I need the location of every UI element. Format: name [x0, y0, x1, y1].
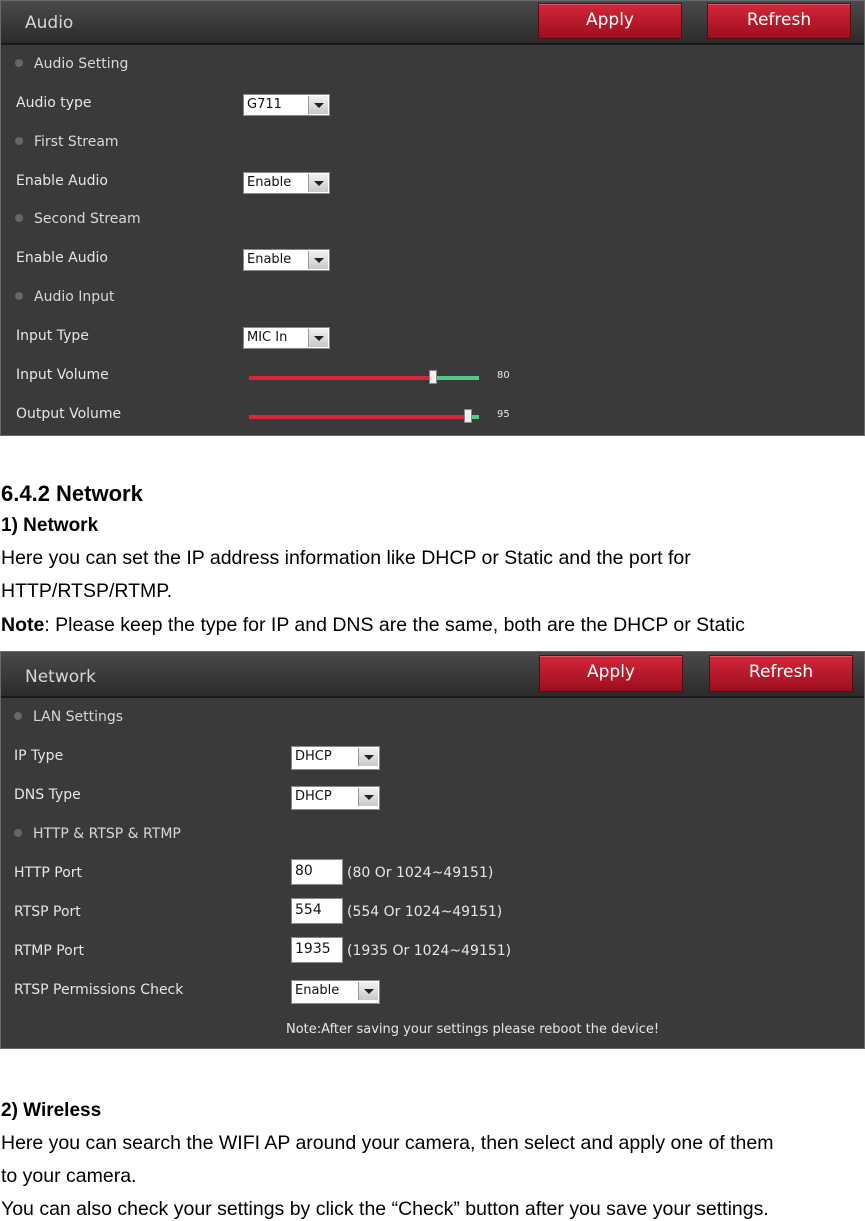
- ip-type-select[interactable]: DHCP: [291, 746, 380, 770]
- rtmp-port-hint: (1935 Or 1024~49151): [347, 943, 512, 959]
- audio-panel-title: Audio: [25, 13, 74, 33]
- chevron-down-icon: [308, 251, 328, 269]
- network-subheading: 1) Network: [1, 515, 99, 536]
- chevron-down-icon: [308, 96, 328, 114]
- output-volume-value: 95: [497, 409, 510, 420]
- section-first-stream: First Stream: [15, 134, 119, 150]
- audio-panel-header: [1, 1, 864, 45]
- rtmp-port-label: RTMP Port: [14, 943, 84, 959]
- bullet-icon: [15, 292, 23, 300]
- audio-panel: [0, 0, 865, 436]
- http-port-input[interactable]: 80: [291, 859, 343, 885]
- note-text: : Please keep the type for IP and DNS are the same, both are the DHCP or Static: [44, 614, 745, 636]
- audio-type-select[interactable]: G711: [243, 94, 330, 116]
- chevron-down-icon: [308, 329, 328, 347]
- dns-type-select[interactable]: DHCP: [291, 786, 380, 810]
- rtsp-port-label: RTSP Port: [14, 904, 81, 920]
- first-enable-audio-label: Enable Audio: [16, 173, 108, 189]
- bullet-icon: [14, 829, 22, 837]
- output-volume-label: Output Volume: [16, 406, 122, 422]
- section-audio-input: Audio Input: [15, 289, 115, 305]
- rtsp-permissions-label: RTSP Permissions Check: [14, 982, 184, 998]
- network-note: [1, 614, 745, 637]
- network-heading: 6.4.2 Network: [1, 481, 143, 506]
- second-enable-audio-label: Enable Audio: [16, 250, 108, 266]
- input-type-label: Input Type: [16, 328, 89, 344]
- slider-track: [433, 376, 479, 380]
- network-refresh-button[interactable]: Refresh: [709, 655, 853, 692]
- slider-handle[interactable]: [464, 409, 472, 423]
- input-volume-slider[interactable]: [249, 376, 479, 380]
- http-port-label: HTTP Port: [14, 865, 83, 881]
- audio-apply-button[interactable]: Apply: [538, 3, 682, 39]
- chevron-down-icon: [358, 982, 378, 1000]
- audio-refresh-button[interactable]: Refresh: [707, 3, 851, 39]
- http-port-hint: (80 Or 1024~49151): [347, 865, 494, 881]
- slider-handle[interactable]: [429, 370, 437, 384]
- rtmp-port-input[interactable]: 1935: [291, 937, 343, 963]
- network-panel-header: [1, 652, 864, 698]
- second-enable-audio-select[interactable]: Enable: [243, 249, 330, 271]
- dns-type-label: DNS Type: [14, 787, 81, 803]
- audio-type-label: Audio type: [16, 95, 92, 111]
- wireless-subheading: 2) Wireless: [1, 1100, 102, 1121]
- rtsp-port-input[interactable]: 554: [291, 898, 343, 924]
- input-volume-value: 80: [497, 370, 510, 381]
- first-enable-audio-select[interactable]: Enable: [243, 172, 330, 194]
- reboot-note: Note:After saving your settings please reboot the device!: [286, 1022, 660, 1037]
- section-http-rtsp-rtmp: HTTP & RTSP & RTMP: [14, 826, 181, 842]
- wireless-line2: to your camera.: [1, 1165, 137, 1187]
- bullet-icon: [14, 712, 22, 720]
- rtsp-port-hint: (554 Or 1024~49151): [347, 904, 503, 920]
- note-bold-label: Note: [1, 614, 45, 636]
- slider-fill: [249, 376, 433, 380]
- chevron-down-icon: [358, 748, 378, 766]
- network-apply-button[interactable]: Apply: [539, 655, 683, 692]
- chevron-down-icon: [358, 788, 378, 806]
- chevron-down-icon: [308, 174, 328, 192]
- section-second-stream: Second Stream: [15, 211, 141, 227]
- bullet-icon: [15, 137, 23, 145]
- bullet-icon: [15, 214, 23, 222]
- section-lan-settings: LAN Settings: [14, 709, 123, 725]
- network-paragraph-line2: HTTP/RTSP/RTMP.: [1, 580, 173, 602]
- network-paragraph-line1: Here you can set the IP address information like DHCP or Static and the port for: [1, 547, 691, 569]
- input-volume-label: Input Volume: [16, 367, 109, 383]
- network-panel-title: Network: [25, 667, 96, 687]
- wireless-line3: You can also check your settings by click the “Check” button after you save your settings.: [1, 1198, 769, 1220]
- rtsp-permissions-select[interactable]: Enable: [291, 980, 380, 1004]
- section-audio-setting: Audio Setting: [15, 56, 128, 72]
- network-panel: [0, 651, 865, 1049]
- ip-type-label: IP Type: [14, 748, 64, 764]
- wireless-line1: Here you can search the WIFI AP around your camera, then select and apply one of them: [1, 1132, 774, 1154]
- input-type-select[interactable]: MIC In: [243, 327, 330, 349]
- bullet-icon: [15, 59, 23, 67]
- slider-fill: [249, 415, 468, 419]
- output-volume-slider[interactable]: [249, 415, 479, 419]
